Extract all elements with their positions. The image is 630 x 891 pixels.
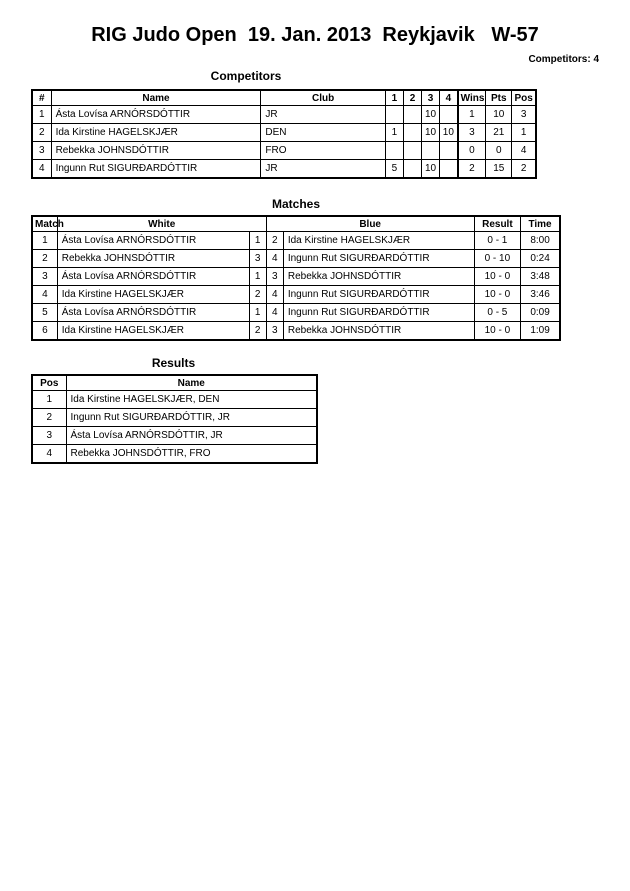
cell-white-num: 2 [249, 286, 266, 304]
cell-pos: 1 [32, 391, 66, 409]
matches-section-title: Matches [271, 197, 321, 211]
table-row [32, 124, 536, 142]
cell-r2 [403, 142, 421, 160]
cell-r2 [403, 160, 421, 179]
results-table [31, 374, 318, 464]
cell-num: 1 [32, 106, 51, 124]
col-club: Club [261, 90, 385, 106]
table-row [32, 268, 560, 286]
cell-white-num: 1 [249, 304, 266, 322]
cell-club: FRO [261, 142, 385, 160]
cell-match: 2 [32, 250, 57, 268]
cell-white-num: 3 [249, 250, 266, 268]
cell-match: 1 [32, 232, 57, 250]
cell-pos: 2 [32, 409, 66, 427]
cell-r1: 1 [385, 124, 403, 142]
table-row [32, 304, 560, 322]
cell-name: Ingunn Rut SIGURÐARDÓTTIR [51, 160, 261, 179]
cell-blue-num: 3 [266, 268, 283, 286]
cell-num: 4 [32, 160, 51, 179]
cell-white: Ásta Lovísa ARNÓRSDÓTTIR [57, 232, 249, 250]
cell-blue-num: 2 [266, 232, 283, 250]
col-num: # [32, 90, 51, 106]
cell-white: Ida Kirstine HAGELSKJÆR [57, 286, 249, 304]
cell-blue: Rebekka JOHNSDÓTTIR [283, 268, 474, 286]
results-section-title: Results [151, 356, 196, 370]
cell-white-num: 1 [249, 232, 266, 250]
col-r3: 3 [422, 90, 440, 106]
cell-pos: 4 [512, 142, 536, 160]
col-match: Match [32, 216, 57, 232]
matches-table [31, 215, 561, 341]
cell-pos: 2 [512, 160, 536, 179]
competitors-table [31, 89, 537, 179]
col-pts: Pts [486, 90, 512, 106]
cell-white-num: 2 [249, 322, 266, 341]
cell-result: 0 - 5 [474, 304, 520, 322]
col-white: White [57, 216, 266, 232]
table-row [32, 409, 317, 427]
competitors-section-title: Competitors [210, 69, 282, 83]
cell-match: 3 [32, 268, 57, 286]
cell-white: Ida Kirstine HAGELSKJÆR [57, 322, 249, 341]
table-row [32, 391, 317, 409]
cell-name: Ásta Lovísa ARNÓRSDÓTTIR, JR [66, 427, 317, 445]
col-blue: Blue [266, 216, 474, 232]
cell-r3: 10 [422, 160, 440, 179]
col-name: Name [66, 375, 317, 391]
col-pos: Pos [512, 90, 536, 106]
cell-blue-num: 4 [266, 286, 283, 304]
cell-result: 10 - 0 [474, 286, 520, 304]
cell-wins: 3 [458, 124, 486, 142]
table-row [32, 250, 560, 268]
cell-time: 3:46 [521, 286, 560, 304]
cell-pos: 1 [512, 124, 536, 142]
cell-blue-num: 3 [266, 322, 283, 341]
cell-pos: 4 [32, 445, 66, 464]
cell-blue: Ingunn Rut SIGURÐARDÓTTIR [283, 250, 474, 268]
cell-r2 [403, 124, 421, 142]
cell-pos: 3 [512, 106, 536, 124]
cell-time: 0:09 [521, 304, 560, 322]
col-pos: Pos [32, 375, 66, 391]
cell-pts: 10 [486, 106, 512, 124]
cell-white-num: 1 [249, 268, 266, 286]
cell-time: 1:09 [521, 322, 560, 341]
cell-time: 3:48 [521, 268, 560, 286]
cell-r4 [440, 106, 458, 124]
table-row [32, 427, 317, 445]
cell-r1 [385, 142, 403, 160]
cell-blue: Ingunn Rut SIGURÐARDÓTTIR [283, 286, 474, 304]
cell-wins: 1 [458, 106, 486, 124]
cell-pts: 21 [486, 124, 512, 142]
cell-white: Ásta Lovísa ARNÓRSDÓTTIR [57, 268, 249, 286]
cell-r3: 10 [422, 124, 440, 142]
cell-pts: 15 [486, 160, 512, 179]
table-row [32, 160, 536, 179]
col-r1: 1 [385, 90, 403, 106]
cell-r3 [422, 142, 440, 160]
matches-header-row [32, 216, 560, 232]
cell-name: Ásta Lovísa ARNÓRSDÓTTIR [51, 106, 261, 124]
cell-r4 [440, 142, 458, 160]
table-row [32, 106, 536, 124]
cell-blue: Rebekka JOHNSDÓTTIR [283, 322, 474, 341]
cell-result: 10 - 0 [474, 268, 520, 286]
cell-time: 0:24 [521, 250, 560, 268]
cell-club: JR [261, 160, 385, 179]
competitors-header-row [32, 90, 536, 106]
col-result: Result [474, 216, 520, 232]
cell-match: 5 [32, 304, 57, 322]
cell-blue: Ingunn Rut SIGURÐARDÓTTIR [283, 304, 474, 322]
results-header-row [32, 375, 317, 391]
cell-blue-num: 4 [266, 250, 283, 268]
cell-time: 8:00 [521, 232, 560, 250]
cell-match: 4 [32, 286, 57, 304]
cell-r1 [385, 106, 403, 124]
cell-club: JR [261, 106, 385, 124]
cell-wins: 2 [458, 160, 486, 179]
cell-name: Ida Kirstine HAGELSKJÆR [51, 124, 261, 142]
cell-club: DEN [261, 124, 385, 142]
cell-pts: 0 [486, 142, 512, 160]
cell-r2 [403, 106, 421, 124]
cell-wins: 0 [458, 142, 486, 160]
table-row [32, 142, 536, 160]
cell-result: 0 - 10 [474, 250, 520, 268]
cell-num: 2 [32, 124, 51, 142]
cell-r4: 10 [440, 124, 458, 142]
cell-r3: 10 [422, 106, 440, 124]
cell-result: 0 - 1 [474, 232, 520, 250]
cell-white: Rebekka JOHNSDÓTTIR [57, 250, 249, 268]
cell-name: Rebekka JOHNSDÓTTIR, FRO [66, 445, 317, 464]
table-row [32, 286, 560, 304]
cell-num: 3 [32, 142, 51, 160]
col-r4: 4 [440, 90, 458, 106]
col-time: Time [521, 216, 560, 232]
competitors-count: Competitors: 4 [528, 54, 599, 65]
cell-result: 10 - 0 [474, 322, 520, 341]
cell-blue-num: 4 [266, 304, 283, 322]
cell-r4 [440, 160, 458, 179]
cell-match: 6 [32, 322, 57, 341]
cell-name: Ida Kirstine HAGELSKJÆR, DEN [66, 391, 317, 409]
cell-r1: 5 [385, 160, 403, 179]
cell-name: Rebekka JOHNSDÓTTIR [51, 142, 261, 160]
cell-name: Ingunn Rut SIGURÐARDÓTTIR, JR [66, 409, 317, 427]
table-row [32, 232, 560, 250]
table-row [32, 322, 560, 341]
page-title: RIG Judo Open 19. Jan. 2013 Reykjavik W-57 [91, 24, 539, 46]
cell-pos: 3 [32, 427, 66, 445]
cell-white: Ásta Lovísa ARNÓRSDÓTTIR [57, 304, 249, 322]
col-wins: Wins [458, 90, 486, 106]
cell-blue: Ida Kirstine HAGELSKJÆR [283, 232, 474, 250]
table-row [32, 445, 317, 464]
col-r2: 2 [403, 90, 421, 106]
col-name: Name [51, 90, 261, 106]
